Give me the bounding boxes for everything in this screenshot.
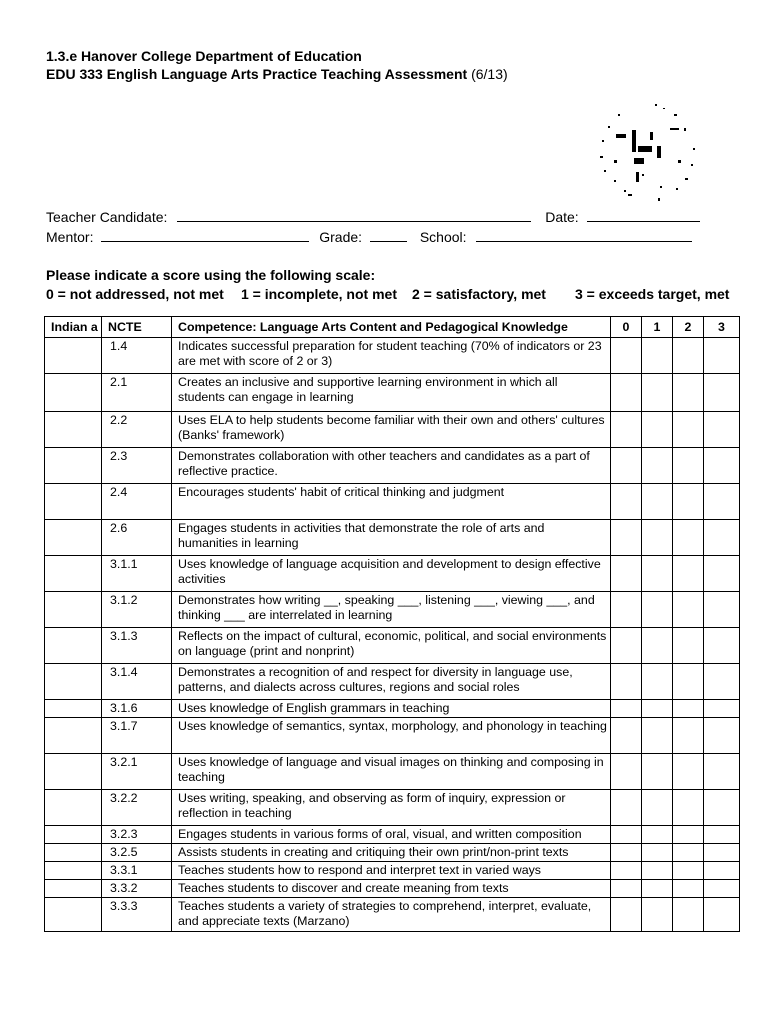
scale-option-1: 1 = incomplete, not met <box>241 286 397 302</box>
ncte-column-header: NCTE <box>102 317 172 338</box>
table-row <box>45 826 740 844</box>
score-1-cell[interactable] <box>642 448 673 484</box>
ncte-code: 3.1.1 <box>102 556 172 592</box>
indiana-cell <box>45 664 102 700</box>
score-3-cell[interactable] <box>704 592 740 628</box>
score-0-cell[interactable] <box>611 790 642 826</box>
competence-text: Uses knowledge of language and visual images on thinking and composing in teaching <box>172 754 611 790</box>
score-2-cell[interactable] <box>673 484 704 520</box>
ncte-code: 3.2.1 <box>102 754 172 790</box>
table-row <box>45 556 740 592</box>
score-3-cell[interactable] <box>704 448 740 484</box>
score-1-cell[interactable] <box>642 628 673 664</box>
score-1-cell[interactable] <box>642 664 673 700</box>
table-row <box>45 448 740 484</box>
indiana-cell <box>45 484 102 520</box>
indiana-cell <box>45 826 102 844</box>
assessment-rows <box>45 338 740 932</box>
competence-text: Teaches students to discover and create meaning from texts <box>172 880 611 898</box>
table-row <box>45 844 740 862</box>
score-3-cell[interactable] <box>704 718 740 754</box>
table-row <box>45 520 740 556</box>
header-subtitle <box>46 65 508 83</box>
score-2-cell[interactable] <box>673 412 704 448</box>
table-row <box>45 754 740 790</box>
ncte-code: 3.1.4 <box>102 664 172 700</box>
table-row <box>45 484 740 520</box>
scoring-scale <box>46 266 729 304</box>
score-2-cell[interactable] <box>673 700 704 718</box>
scale-instruction: Please indicate a score using the following scale: <box>46 267 376 283</box>
score-0-cell[interactable] <box>611 844 642 862</box>
teacher-candidate-field[interactable] <box>177 208 531 222</box>
score-0-cell[interactable] <box>611 592 642 628</box>
score-0-cell[interactable] <box>611 484 642 520</box>
score-2-header: 2 <box>673 317 704 338</box>
score-0-cell[interactable] <box>611 520 642 556</box>
date-field[interactable] <box>587 208 700 222</box>
school-label: School: <box>419 229 467 245</box>
score-1-cell[interactable] <box>642 880 673 898</box>
competence-text: Uses writing, speaking, and observing as form of inquiry, expression or reflection in teaching <box>172 790 611 826</box>
mentor-label: Mentor: <box>46 229 94 245</box>
score-1-cell[interactable] <box>642 754 673 790</box>
indiana-cell <box>45 790 102 826</box>
competence-text: Indicates successful preparation for student teaching (70% of indicators or 23 are met with score of 2 or 3) <box>172 338 611 374</box>
score-3-cell[interactable] <box>704 484 740 520</box>
document-header <box>46 47 508 83</box>
ncte-code: 2.1 <box>102 374 172 412</box>
score-2-cell[interactable] <box>673 338 704 374</box>
score-0-cell[interactable] <box>611 700 642 718</box>
indiana-cell <box>45 520 102 556</box>
grade-label: Grade: <box>319 229 363 245</box>
ncte-code: 3.2.3 <box>102 826 172 844</box>
score-0-cell[interactable] <box>611 880 642 898</box>
score-3-cell[interactable] <box>704 898 740 932</box>
table-row <box>45 718 740 754</box>
score-1-cell[interactable] <box>642 862 673 880</box>
ncte-code: 3.2.2 <box>102 790 172 826</box>
ncte-code: 2.3 <box>102 448 172 484</box>
candidate-date-row <box>46 208 700 226</box>
score-1-cell[interactable] <box>642 484 673 520</box>
table-row <box>45 862 740 880</box>
score-3-cell[interactable] <box>704 844 740 862</box>
score-1-header: 1 <box>642 317 673 338</box>
indiana-cell <box>45 592 102 628</box>
score-3-cell[interactable] <box>704 520 740 556</box>
score-0-cell[interactable] <box>611 374 642 412</box>
score-1-cell[interactable] <box>642 826 673 844</box>
score-0-cell[interactable] <box>611 826 642 844</box>
indiana-cell <box>45 700 102 718</box>
competence-text: Uses ELA to help students become familiar with their own and others' cultures (Banks' framework) <box>172 412 611 448</box>
score-3-cell[interactable] <box>704 754 740 790</box>
ncte-code: 3.1.3 <box>102 628 172 664</box>
score-1-cell[interactable] <box>642 338 673 374</box>
score-1-cell[interactable] <box>642 592 673 628</box>
score-2-cell[interactable] <box>673 448 704 484</box>
table-row <box>45 628 740 664</box>
competence-text: Engages students in activities that demonstrate the role of arts and humanities in learning <box>172 520 611 556</box>
indiana-cell <box>45 374 102 412</box>
competence-text: Engages students in various forms of oral, visual, and written composition <box>172 826 611 844</box>
score-1-cell[interactable] <box>642 556 673 592</box>
score-0-cell[interactable] <box>611 338 642 374</box>
score-3-cell[interactable] <box>704 700 740 718</box>
table-row <box>45 338 740 374</box>
score-3-cell[interactable] <box>704 412 740 448</box>
score-3-cell[interactable] <box>704 628 740 664</box>
indiana-cell <box>45 862 102 880</box>
header-title: 1.3.e Hanover College Department of Education <box>46 48 362 64</box>
indiana-cell <box>45 338 102 374</box>
indiana-cell <box>45 718 102 754</box>
score-2-cell[interactable] <box>673 880 704 898</box>
version-date: (6/13) <box>471 66 508 82</box>
score-3-cell[interactable] <box>704 664 740 700</box>
score-2-cell[interactable] <box>673 628 704 664</box>
competence-text: Teaches students how to respond and interpret text in varied ways <box>172 862 611 880</box>
ncte-code: 3.3.2 <box>102 880 172 898</box>
score-3-cell[interactable] <box>704 556 740 592</box>
score-2-cell[interactable] <box>673 826 704 844</box>
college-seal-image <box>594 100 702 208</box>
score-2-cell[interactable] <box>673 592 704 628</box>
table-row <box>45 700 740 718</box>
table-row <box>45 898 740 932</box>
score-1-cell[interactable] <box>642 898 673 932</box>
ncte-code: 3.2.5 <box>102 844 172 862</box>
indiana-cell <box>45 844 102 862</box>
table-row <box>45 374 740 412</box>
indiana-column-header: Indian a <box>45 317 102 338</box>
table-row <box>45 412 740 448</box>
competence-text: Creates an inclusive and supportive learning environment in which all students can engage in learning <box>172 374 611 412</box>
scale-option-3: 3 = exceeds target, met <box>575 286 730 302</box>
competence-text: Uses knowledge of language acquisition and development to design effective activities <box>172 556 611 592</box>
table-header-row <box>45 317 740 338</box>
score-1-cell[interactable] <box>642 520 673 556</box>
score-0-cell[interactable] <box>611 448 642 484</box>
score-0-cell[interactable] <box>611 898 642 932</box>
score-1-cell[interactable] <box>642 718 673 754</box>
indiana-cell <box>45 898 102 932</box>
score-3-cell[interactable] <box>704 338 740 374</box>
competence-text: Encourages students' habit of critical thinking and judgment <box>172 484 611 520</box>
scale-options <box>46 285 729 304</box>
score-3-cell[interactable] <box>704 826 740 844</box>
mentor-field[interactable] <box>101 228 309 242</box>
score-2-cell[interactable] <box>673 520 704 556</box>
score-0-cell[interactable] <box>611 718 642 754</box>
competence-text: Demonstrates a recognition of and respect for diversity in language use, patterns, and dialects across cultures, regions and social roles <box>172 664 611 700</box>
ncte-code: 3.1.6 <box>102 700 172 718</box>
ncte-code: 1.4 <box>102 338 172 374</box>
score-0-header: 0 <box>611 317 642 338</box>
score-2-cell[interactable] <box>673 898 704 932</box>
table-row <box>45 880 740 898</box>
score-2-cell[interactable] <box>673 844 704 862</box>
ncte-code: 2.2 <box>102 412 172 448</box>
score-0-cell[interactable] <box>611 556 642 592</box>
ncte-code: 2.4 <box>102 484 172 520</box>
ncte-code: 3.3.3 <box>102 898 172 932</box>
score-1-cell[interactable] <box>642 844 673 862</box>
table-row <box>45 592 740 628</box>
score-0-cell[interactable] <box>611 664 642 700</box>
table-row <box>45 664 740 700</box>
score-2-cell[interactable] <box>673 374 704 412</box>
score-1-cell[interactable] <box>642 700 673 718</box>
mentor-grade-school-row <box>46 228 692 246</box>
scale-option-2: 2 = satisfactory, met <box>412 286 546 302</box>
course-title: EDU 333 English Language Arts Practice Teaching Assessment <box>46 66 468 82</box>
indiana-cell <box>45 556 102 592</box>
score-0-cell[interactable] <box>611 862 642 880</box>
competence-text: Demonstrates collaboration with other teachers and candidates as a part of reflective practice. <box>172 448 611 484</box>
score-3-cell[interactable] <box>704 862 740 880</box>
score-2-cell[interactable] <box>673 556 704 592</box>
score-2-cell[interactable] <box>673 754 704 790</box>
score-1-cell[interactable] <box>642 790 673 826</box>
competence-text: Uses knowledge of English grammars in teaching <box>172 700 611 718</box>
score-2-cell[interactable] <box>673 790 704 826</box>
competence-text: Teaches students a variety of strategies to comprehend, interpret, evaluate, and appreciate texts (Marzano) <box>172 898 611 932</box>
competence-text: Assists students in creating and critiquing their own print/non-print texts <box>172 844 611 862</box>
score-0-cell[interactable] <box>611 412 642 448</box>
score-2-cell[interactable] <box>673 664 704 700</box>
assessment-table <box>44 316 740 932</box>
score-3-cell[interactable] <box>704 880 740 898</box>
indiana-cell <box>45 412 102 448</box>
score-2-cell[interactable] <box>673 718 704 754</box>
date-label: Date: <box>545 209 579 225</box>
competence-text: Demonstrates how writing __, speaking ___, listening ___, viewing ___, and thinking ___ are interrelated in learning <box>172 592 611 628</box>
score-1-cell[interactable] <box>642 374 673 412</box>
table-row <box>45 790 740 826</box>
indiana-cell <box>45 880 102 898</box>
score-0-cell[interactable] <box>611 628 642 664</box>
scale-option-0: 0 = not addressed, not met <box>46 286 224 302</box>
competence-column-header: Competence: Language Arts Content and Pedagogical Knowledge <box>172 317 611 338</box>
ncte-code: 3.3.1 <box>102 862 172 880</box>
school-field[interactable] <box>476 228 692 242</box>
indiana-cell <box>45 754 102 790</box>
score-3-cell[interactable] <box>704 790 740 826</box>
grade-field[interactable] <box>370 228 407 242</box>
score-3-cell[interactable] <box>704 374 740 412</box>
teacher-candidate-label: Teacher Candidate: <box>46 209 168 225</box>
ncte-code: 3.1.2 <box>102 592 172 628</box>
ncte-code: 3.1.7 <box>102 718 172 754</box>
competence-text: Reflects on the impact of cultural, economic, political, and social environments on language (print and nonprint) <box>172 628 611 664</box>
score-2-cell[interactable] <box>673 862 704 880</box>
ncte-code: 2.6 <box>102 520 172 556</box>
indiana-cell <box>45 628 102 664</box>
competence-text: Uses knowledge of semantics, syntax, morphology, and phonology in teaching <box>172 718 611 754</box>
indiana-cell <box>45 448 102 484</box>
score-1-cell[interactable] <box>642 412 673 448</box>
score-0-cell[interactable] <box>611 754 642 790</box>
score-3-header: 3 <box>704 317 740 338</box>
